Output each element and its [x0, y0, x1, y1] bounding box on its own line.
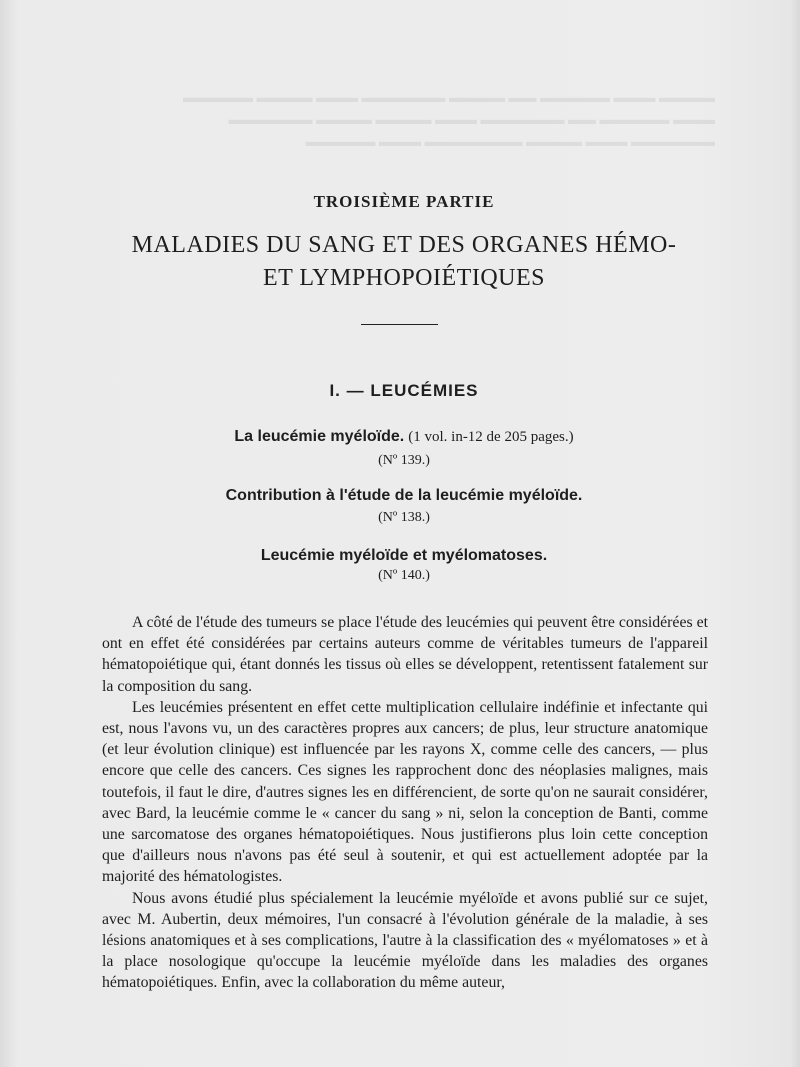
entry-number: (Nº 140.) [378, 568, 430, 583]
entry-3 [100, 547, 708, 565]
entry-title: Leucémie myéloïde et myélomatoses. [260, 547, 548, 564]
section-heading: I. — LEUCÉMIES [329, 381, 479, 400]
paragraph: Les leucémies présentent en effet cette multiplication cellulaire indéfinie et infectante qui est, nous l'avons vu, un des caractères propres aux cancers; de plus, leur structure anatomique (et leur évolution clinique) est influencée par les rayons X, comme celle des cancers, — plus encore que celle des cancers. Ces signes les rapprochent donc des néoplasies malignes, mais toutefois, il faut le dire, d'autres signes les en différencient, de sorte qu'on ne saurait considérer, avec Bard, la leucémie comme le « cancer du sang » ni, selon la conception de Banti, comme une sarcomatose des organes hématopoiétiques. Nous justifierons plus loin cette conception que d'ailleurs nous n'avons pas été seul à soutenir, et qui est actuellement adoptée par la majorité des hématologistes. [102, 698, 708, 886]
entry-title: Contribution à l'étude de la leucémie myéloïde. [225, 487, 583, 504]
entry-1 [100, 428, 708, 446]
page-title-line-1: MALADIES DU SANG ET DES ORGANES HÉMO- [131, 232, 677, 258]
entry-number: (Nº 138.) [378, 510, 430, 525]
paragraph: A côté de l'étude des tumeurs se place l'étude des leucémies qui peuvent être considérées et ont en effet été considérées par certains auteurs comme de véritables tumeurs de l'appareil hématopoiétique qui, étant donnés les tissus où elles se développent, retentissent fatalement sur la composition du sang. [102, 614, 708, 695]
body-text [102, 612, 708, 994]
entry-number: (Nº 139.) [378, 453, 430, 468]
entry-title: La leucémie myéloïde. [234, 428, 405, 445]
part-label: TROISIÈME PARTIE [313, 192, 495, 211]
page-title-line-2: ET LYMPHOPOIÉTIQUES [263, 265, 545, 291]
entry-2 [100, 487, 708, 505]
title-divider [361, 324, 438, 325]
show-through-texture: ▬▬▬▬ ▬▬▬ ▬▬▬▬▬ ▬▬ ▬▬▬▬ ▬▬▬▬▬▬ ▬▬▬ ▬▬▬▬ ▬▬▬▬▬ ▬▬▬ ▬▬▬▬▬ ▬▬ ▬▬▬▬▬▬ ▬▬▬ ▬▬▬▬ ▬▬▬▬ ▬▬▬▬▬▬ ▬▬▬▬▬▬ ▬▬▬ ▬▬▬▬ ▬▬▬▬▬▬▬ ▬▬▬ ▬▬▬▬▬ [183, 91, 715, 150]
paragraph: Nous avons étudié plus spécialement la leucémie myéloïde et avons publié sur ce sujet, avec M. Aubertin, deux mémoires, l'un consacré à l'évolution générale de la maladie, à ses lésions anatomiques et à ses complications, l'autre à la classification des « myélomatoses » et à la place nosologique qu'occupe la leucémie myéloïde dans les maladies des organes hématopoiétiques. Enfin, avec la collaboration du même auteur, [102, 889, 708, 992]
entry-detail: (1 vol. in-12 de 205 pages.) [408, 429, 574, 445]
